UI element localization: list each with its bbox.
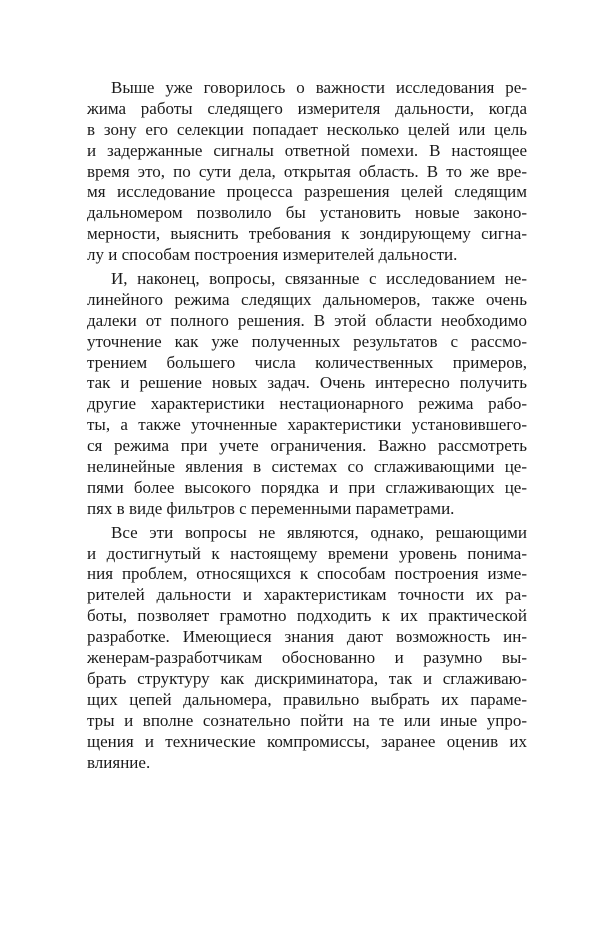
- text-line: брать структуру как дискриминатора, так и сглаживаю-: [87, 668, 527, 688]
- text-line: пями более высокого порядка и при сглаживающих це-: [87, 477, 527, 497]
- text-line: время это, по сути дела, открытая область. В то же вре-: [87, 161, 527, 181]
- text-line: в зону его селекции попадает несколько целей или цель: [87, 119, 527, 139]
- text-line: И, наконец, вопросы, связанные с исследованием не-: [111, 269, 527, 289]
- text-line: дальномером позволило бы установить новые законо-: [87, 203, 527, 223]
- text-line: влияние.: [87, 752, 151, 772]
- body-text: [87, 78, 527, 773]
- text-line: мя исследование процесса разрешения целей следящим: [87, 182, 527, 202]
- text-line: мерности, выяснить требования к зондирующему сигна-: [87, 224, 527, 244]
- text-line: боты, позволяет грамотно подходить к их практической: [87, 606, 527, 626]
- text-line: нелинейные явления в системах со сглаживающими це-: [87, 457, 527, 477]
- text-line: и достигнутый к настоящему времени уровень понима-: [87, 543, 527, 563]
- text-line: ты, а также уточненные характеристики установившего-: [87, 415, 527, 435]
- text-line: пях в виде фильтров с переменными параметрами.: [87, 498, 455, 518]
- text-line: тры и вполне сознательно пойти на те или иные упро-: [87, 710, 527, 730]
- text-line: разработке. Имеющиеся знания дают возможность ин-: [87, 627, 527, 647]
- text-line: уточнение как уже полученных результатов с рассмо-: [87, 331, 527, 351]
- text-line: другие характеристики нестационарного режима рабо-: [87, 394, 527, 414]
- text-line: Выше уже говорилось о важности исследования ре-: [111, 78, 527, 97]
- text-line: жима работы следящего измерителя дальности, когда: [87, 98, 527, 118]
- text-line: женерам-разработчикам обоснованно и разумно вы-: [87, 648, 527, 668]
- text-line: далеки от полного решения. В этой области необходимо: [87, 310, 527, 330]
- text-line: и задержанные сигналы ответной помехи. В настоящее: [87, 140, 527, 160]
- text-line: щения и технические компромиссы, заранее оценив их: [87, 731, 527, 751]
- text-line: щих цепей дальномера, правильно выбрать их параме-: [87, 689, 527, 709]
- paragraph-2: [87, 269, 527, 520]
- text-line: трением большего числа количественных примеров,: [87, 352, 527, 372]
- text-line: линейного режима следящих дальномеров, также очень: [87, 289, 527, 309]
- paragraph-1: [87, 78, 527, 266]
- text-line: лу и способам построения измерителей дальности.: [87, 245, 458, 265]
- paragraph-3: [87, 523, 527, 774]
- text-line: так и решение новых задач. Очень интересно получить: [87, 373, 527, 393]
- text-line: рителей дальности и характеристикам точности их ра-: [87, 585, 527, 605]
- text-line: Все эти вопросы не являются, однако, решающими: [111, 522, 527, 542]
- text-line: ния проблем, относящихся к способам построения изме-: [87, 564, 527, 584]
- text-line: ся режима при учете ограничения. Важно рассмотреть: [87, 436, 527, 456]
